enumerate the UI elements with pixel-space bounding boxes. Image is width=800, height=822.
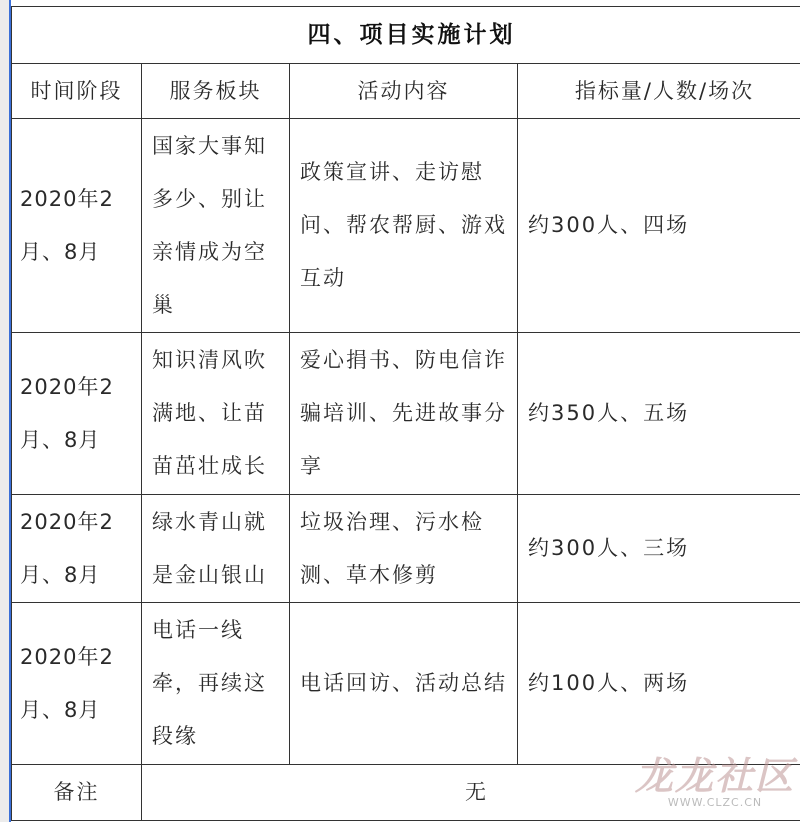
module-line: 巢 [152, 292, 175, 317]
module-line: 牵，再续这 [152, 671, 267, 695]
module-cell [142, 119, 290, 333]
date-cell [12, 333, 142, 495]
module-line: 段缘 [152, 724, 198, 748]
activity-line: 骗培训、先进故事分 [300, 401, 507, 425]
activity-cell [290, 119, 518, 333]
module-line: 多少、别让 [152, 186, 267, 211]
activity-line: 问、帮农帮厨、游戏 [300, 213, 507, 237]
remark-label: 备注 [12, 765, 142, 821]
module-line: 是金山银山 [152, 562, 267, 587]
module-cell [142, 603, 290, 765]
module-cell [142, 333, 290, 495]
module-line: 知识清风吹 [152, 348, 267, 372]
activity-line: 享 [300, 454, 323, 478]
module-line: 绿水青山就 [152, 509, 267, 534]
activity-line: 爱心捐书、防电信诈 [300, 348, 507, 372]
table-row [12, 603, 800, 765]
implementation-plan-table [11, 6, 800, 821]
activity-cell [290, 495, 518, 603]
header-activity-content: 活动内容 [290, 64, 518, 119]
count-cell: 约350人、五场 [518, 333, 800, 495]
date-line: 2020年2 [20, 509, 114, 534]
date-line: 2020年2 [20, 186, 114, 211]
table-header-row [12, 64, 800, 119]
module-line: 苗茁壮成长 [152, 454, 267, 478]
activity-cell [290, 603, 518, 765]
activity-line: 政策宣讲、走访慰 [300, 160, 484, 184]
module-line: 国家大事知 [152, 133, 267, 158]
header-time-stage: 时间阶段 [12, 64, 142, 119]
header-service-module: 服务板块 [142, 64, 290, 119]
count-cell: 约300人、三场 [518, 495, 800, 603]
date-line: 2020年2 [20, 374, 114, 399]
table-title: 四、项目实施计划 [12, 7, 800, 64]
table-row [12, 495, 800, 603]
date-cell [12, 495, 142, 603]
remark-value: 无 [142, 765, 800, 821]
remark-row [12, 765, 800, 821]
date-line: 月、8月 [20, 427, 101, 452]
activity-cell [290, 333, 518, 495]
scan-edge-strip [0, 0, 9, 822]
date-cell [12, 603, 142, 765]
table-row [12, 119, 800, 333]
module-cell [142, 495, 290, 603]
table-title-row [12, 7, 800, 64]
module-line: 满地、让苗 [152, 401, 267, 425]
activity-line: 互动 [300, 266, 346, 290]
module-line: 亲情成为空 [152, 239, 267, 264]
module-line: 电话一线 [152, 618, 244, 642]
date-line: 月、8月 [20, 239, 101, 264]
date-line: 月、8月 [20, 697, 101, 722]
count-cell: 约300人、四场 [518, 119, 800, 333]
activity-line: 电话回访、活动总结 [300, 671, 507, 695]
date-line: 月、8月 [20, 562, 101, 587]
activity-line: 测、草木修剪 [300, 562, 438, 587]
count-cell: 约100人、两场 [518, 603, 800, 765]
activity-line: 垃圾治理、污水检 [300, 509, 484, 534]
watermark-logo: 龙龙社区 [634, 753, 795, 798]
header-indicator: 指标量/人数/场次 [518, 64, 800, 119]
watermark-url: WWW.CLZC.CN [667, 796, 763, 809]
table-row [12, 333, 800, 495]
date-cell [12, 119, 142, 333]
date-line: 2020年2 [20, 644, 114, 669]
